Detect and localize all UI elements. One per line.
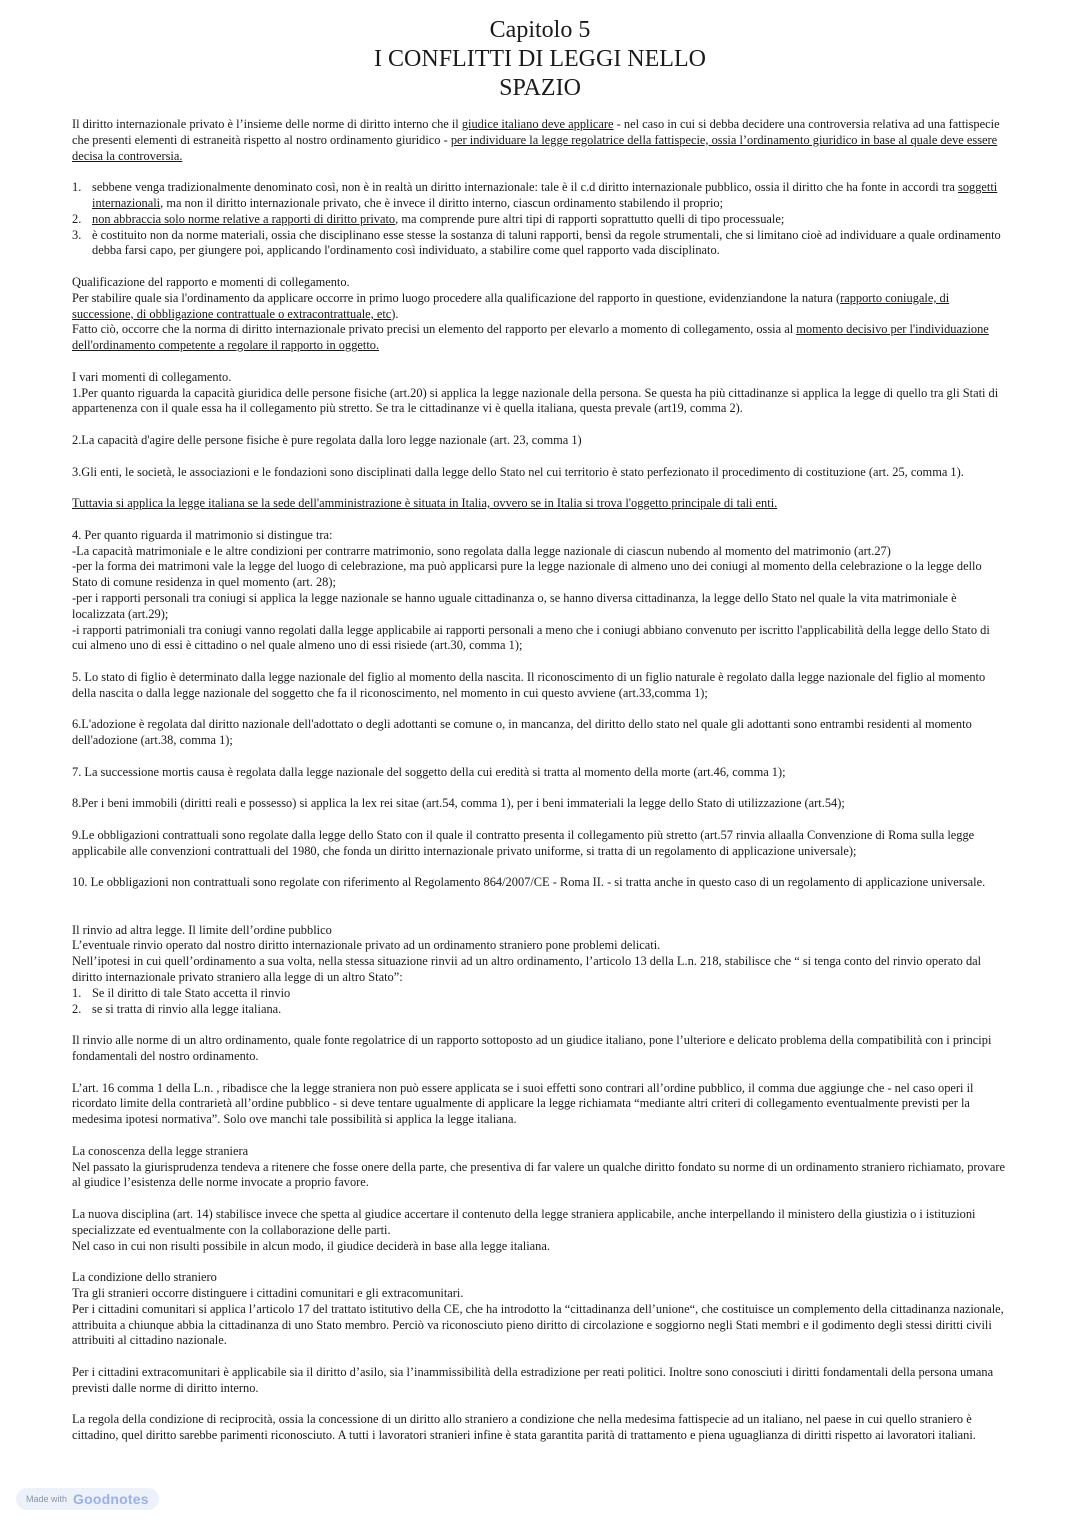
goodnotes-watermark	[16, 1488, 159, 1510]
section-heading: I vari momenti di collegamento.	[72, 369, 232, 384]
paragraph: La nuova disciplina (art. 14) stabilisce invece che spetta al giudice accertare il contenuto della legge straniera applicabile, anche interpellando il ministero della giustizia o i istituzioni specializzate ed eventualmente con la collaborazione delle parti.	[72, 1206, 976, 1237]
list-item: 1. Se il diritto di tale Stato accetta il rinvio	[72, 985, 291, 1000]
section-heading: Qualificazione del rapporto e momenti di collegamento.	[72, 274, 350, 289]
paragraph: Nell’ipotesi in cui quell’ordinamento a sua volta, nella stessa situazione rinvii ad un altro ordinamento, l’articolo 13 della L.n. 218, stabilisce che “ si tenga conto del rinvio operato dal diritto internazionale privato straniero alla legge di un altro Stato”:	[72, 954, 982, 985]
paragraph: 10. Le obbligazioni non contrattuali sono regolate con riferimento al Regolamento 864/2007/CE - Roma II. - si tratta anche in questo caso di un regolamento di applicazione universale.	[72, 875, 986, 890]
intro-text-2: - nel caso in cui si debba decidere una controversia relativa ad una fattispecie che presenti elementi di estraneità rispetto al nostro ordinamento giuridico -	[72, 117, 1000, 147]
intro-paragraph	[72, 117, 1008, 164]
paragraph: 4. Per quanto riguarda il matrimonio si distingue tra:	[72, 527, 333, 542]
list-item: 1. sebbene venga tradizionalmente denominato così, non è in realtà un diritto internazionale: tale è il c.d diritto internazionale pubblico, ossia il diritto che ha fonte in accordi tra soggetti internazionali, ma non il diritto internazionale privato, che è invece il diritto interno, ciascun ordinamento stabilendo il proprio;	[72, 180, 998, 210]
paragraph: La regola della condizione di reciprocità, ossia la concessione di un diritto allo straniero a condizione che nella medesima fattispecie ad un italiano, nel paese in cui quello straniero è cittadino, quel diritto sarebbe parimenti riconosciuto. A tutti i lavoratori stranieri infine è stata garantita parità di trattamento e piena uguaglianza di diritti rispetto ai lavoratori italiani.	[72, 1412, 976, 1443]
list-item: 2. non abbraccia solo norme relative a rapporti di diritto privato, ma comprende pure altri tipi di rapporti soprattutto quelli di tipo processuale;	[72, 211, 785, 226]
paragraph: 3.Gli enti, le società, le associazioni e le fondazioni sono disciplinati dalla legge dello Stato nel cui territorio è stato perfezionato il procedimento di costituzione (art. 25, comma 1).	[72, 464, 964, 479]
paragraph: 8.Per i beni immobili (diritti reali e possesso) si applica la lex rei sitae (art.54, comma 1), per i beni immateriali la legge dello Stato di utilizzazione (art.54);	[72, 796, 845, 811]
paragraph: Per i cittadini extracomunitari è applicabile sia il diritto d’asilo, sia l’inammissibilità della estradizione per reati politici. Inoltre sono conosciuti i diritti fondamentali della persona umana previsti dalle norme di diritto interno.	[72, 1364, 994, 1395]
paragraph: Tuttavia si applica la legge italiana se la sede dell'amministrazione è situata in Italia, ovvero se in Italia si trova l'oggetto principale di tali enti.	[72, 496, 778, 511]
paragraph: 6.L'adozione è regolata dal diritto nazionale dell'adottato o degli adottanti se comune o, in mancanza, del diritto dello stato nel quale gli adottanti sono entrambi residenti al momento dell'adozione (art.38, comma 1);	[72, 717, 972, 748]
section-heading: La condizione dello straniero	[72, 1270, 217, 1285]
paragraph: -per la forma dei matrimoni vale la legge del luogo di celebrazione, ma può applicarsi pure la legge nazionale di almeno uno dei coniugi al momento della celebrazione o la legge dello Stato di comune residenza in quel momento (art. 28);	[72, 559, 982, 590]
chapter-title-line-1: I CONFLITTI DI LEGGI NELLO	[374, 46, 706, 72]
features-list	[72, 180, 1008, 259]
section-heading: La conoscenza della legge straniera	[72, 1143, 249, 1158]
section-heading: Il rinvio ad altra legge. Il limite dell’ordine pubblico	[72, 922, 332, 937]
goodnotes-logo-text: Goodnotes	[73, 1491, 149, 1507]
list-item: 3. è costituito non da norme materiali, ossia che disciplinano esse stesse la sostanza di taluni rapporti, bensì da regole strumentali, che si limitano cioè ad individuare a quale ordinamento debba farsi capo, per giungere poi, applicando l'ordinamento così individuato, a stabilire come quel rapporto vada disciplinato.	[72, 227, 1001, 258]
paragraph: Nel passato la giurisprudenza tendeva a ritenere che fosse onere della parte, che presentiva di far valere un qualche diritto fondato su norme di un ordinamento straniero richiamato, provare al giudice l’esistenza delle norme invocate a proprio favore.	[72, 1159, 1006, 1190]
paragraph: 2.La capacità d'agire delle persone fisiche è pure regolata dalla loro legge nazionale (art. 23, comma 1)	[72, 432, 582, 447]
paragraph: Il rinvio alle norme di un altro ordinamento, quale fonte regolatrice di un rapporto sottoposto ad un giudice italiano, pone l’ulteriore e delicato problema della compatibilità con i principi fondamentali del nostro ordinamento.	[72, 1033, 992, 1064]
chapter-number: Capitolo 5	[489, 17, 591, 43]
paragraph: Fatto ciò, occorre che la norma di diritto internazionale privato precisi un elemento del rapporto per elevarlo a momento di collegamento, ossia al momento decisivo per l'individuazione dell'ordinamento competente a regolare il rapporto in oggetto.	[72, 322, 989, 353]
list-item: 2. se si tratta di rinvio alla legge italiana.	[72, 1001, 282, 1016]
intro-underline-1: giudice italiano deve applicare	[461, 117, 614, 131]
paragraph: 9.Le obbligazioni contrattuali sono regolate dalla legge dello Stato con il quale il contratto presenta il collegamento più stretto (art.57 rinvia allaalla Convenzione di Roma sulla legge applicabile alle convenzioni contrattuali del 1980, che fonda un diritto internazionale privato uniforme, si tratta di un regolamento di applicazione universale);	[72, 827, 975, 858]
paragraph: -per i rapporti personali tra coniugi si applica la legge nazionale se hanno uguale cittadinanza o, se hanno diversa cittadinanza, la legge dello Stato nel quale la vita matrimoniale è localizzata (art.29);	[72, 590, 957, 621]
paragraph: 1.Per quanto riguarda la capacità giuridica delle persone fisiche (art.20) si applica la legge nazionale della persona. Se questa ha più cittadinanze si applica la legge di quello tra gli Stati di appartenenza con il quale essa ha il collegamento più stretto. Se tra le cittadinanze vi è quella italiana, questa prevale (art19, comma 2).	[72, 385, 999, 416]
paragraph: Per stabilire quale sia l'ordinamento da applicare occorre in primo luogo procedere alla qualificazione del rapporto in questione, evidenziandone la natura (rapporto coniugale, di successione, di obbligazione contrattuale o extracontrattuale, etc).	[72, 290, 950, 321]
paragraph: -i rapporti patrimoniali tra coniugi vanno regolati dalla legge applicabile ai rapporti personali a meno che i coniugi abbiano convenuto per iscritto l'applicabilità della legge dello Stato di cui almeno uno di essi è cittadino o nel quale almeno uno di essi risiede (art.30, comma 1);	[72, 622, 990, 653]
paragraph: L’eventuale rinvio operato dal nostro diritto internazionale privato ad un ordinamento straniero pone problemi delicati.	[72, 938, 661, 953]
intro-text-1: Il diritto internazionale privato è l’insieme delle norme di diritto interno che il	[72, 117, 462, 131]
paragraph: -La capacità matrimoniale e le altre condizioni per contrarre matrimonio, sono regolata dalla legge nazionale di ciascun nubendo al momento del matrimonio (art.27)	[72, 543, 891, 558]
chapter-title	[72, 16, 1008, 103]
paragraph: Nel caso in cui non risulti possibile in alcun modo, il giudice deciderà in base alla legge italiana.	[72, 1238, 550, 1253]
rinvio-list	[72, 986, 1008, 1018]
document-page	[72, 16, 1008, 1444]
paragraph: 7. La successione mortis causa è regolata dalla legge nazionale del soggetto della cui eredità si tratta al momento della morte (art.46, comma 1);	[72, 764, 786, 779]
chapter-title-line-2: SPAZIO	[499, 75, 581, 101]
intro-underline-2: per individuare la legge regolatrice della fattispecie, ossia l’ordinamento giuridico in base al quale deve essere decisa la controversia.	[72, 132, 998, 163]
paragraph: 5. Lo stato di figlio è determinato dalla legge nazionale del figlio al momento della nascita. Il riconoscimento di un figlio naturale è regolato dalla legge nazionale del figlio al momento della nascita o dalla legge nazionale del soggetto che fa il riconoscimento, nel momento in cui questo avviene (art.33,comma 1);	[72, 669, 986, 700]
paragraph: L’art. 16 comma 1 della L.n. , ribadisce che la legge straniera non può essere applicata se i suoi effetti sono contrari all’ordine pubblico, il comma due aggiunge che - nel caso operi il ricordato limite della contrarietà all’ordine pubblico - si deve tentare ugualmente di applicare la legge richiamata “mediante altri criteri di collegamento eventualmente previsti per la medesima ipotesi normativa”. Solo ove manchi tale possibilità si applica la legge italiana.	[72, 1080, 974, 1127]
paragraph: Tra gli stranieri occorre distinguere i cittadini comunitari e gli extracomunitari.	[72, 1285, 464, 1300]
paragraph: Per i cittadini comunitari si applica l’articolo 17 del trattato istitutivo della CE, che ha introdotto la “cittadinanza dell’unione“, che costituisce un complemento della cittadinanza nazionale, attribuita a chiunque abbia la cittadinanza di uno Stato membro. Perciò va riconosciuto pieno diritto di circolazione e soggiorno negli Stati membri e il godimento degli stessi diritti civili attribuiti al cittadino nazionale.	[72, 1301, 1004, 1348]
made-with-label: Made with	[26, 1494, 68, 1504]
